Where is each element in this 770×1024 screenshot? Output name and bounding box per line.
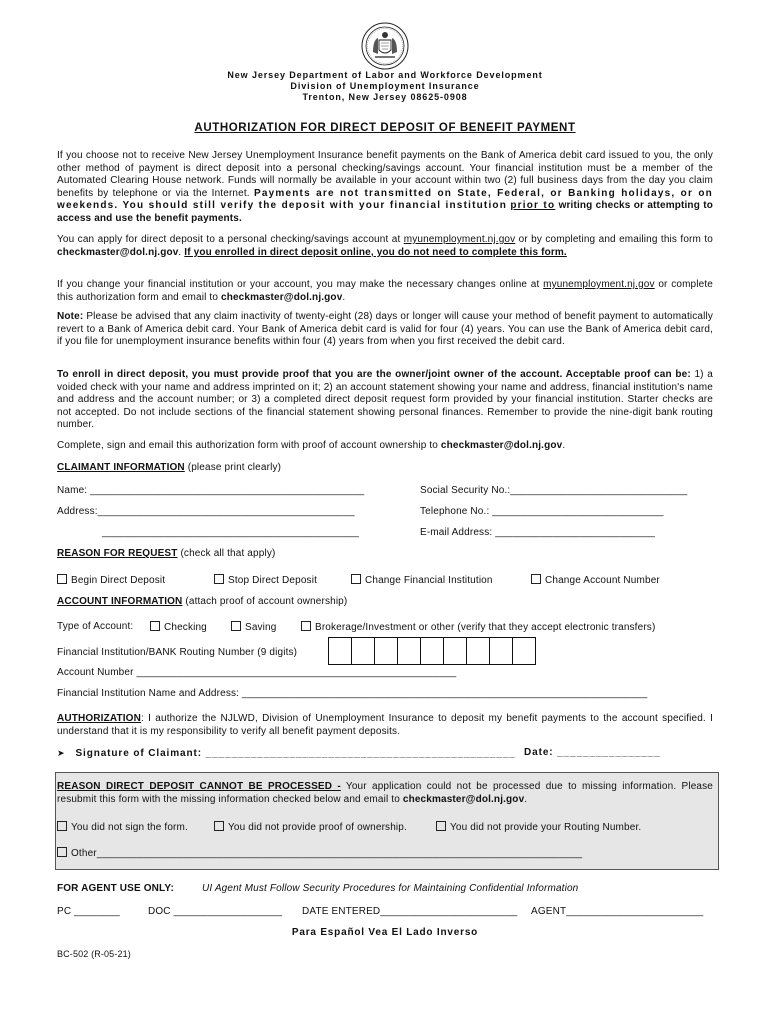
authorization-paragraph: AUTHORIZATION: I authorize the NJLWD, Division of Unemployment Insurance to deposit my benefit payments to the account specified. I understand that it is my responsibility to verify all benefit payment deposits. bbox=[57, 713, 713, 737]
routing-digit-box[interactable] bbox=[329, 638, 352, 664]
apply-paragraph: You can apply for direct deposit to a personal checking/savings account at myunemployment.nj.gov or by completing and emailing this form to checkmaster@dol.nj.gov. If you enrolled in direct deposit online, you do not need to complete this form. bbox=[57, 234, 713, 258]
agency-header bbox=[0, 70, 770, 103]
checkbox-begin-direct-deposit[interactable]: Begin Direct Deposit bbox=[57, 574, 165, 587]
other-field[interactable]: Other_____________________________________________________________________________________ bbox=[71, 848, 583, 859]
checkbox-icon[interactable] bbox=[57, 847, 67, 857]
checkbox-no-proof-of-ownership[interactable]: You did not provide proof of ownership. bbox=[214, 821, 407, 834]
checkbox-icon[interactable] bbox=[214, 574, 224, 584]
complete-paragraph: Complete, sign and email this authorization form with proof of account ownership to checkmaster@dol.nj.gov. bbox=[57, 440, 566, 451]
signature-line[interactable] bbox=[57, 747, 516, 760]
checkbox-no-routing-number[interactable]: You did not provide your Routing Number. bbox=[436, 821, 641, 834]
agent-use-label: FOR AGENT USE ONLY: bbox=[57, 883, 174, 894]
agency-address: Trenton, New Jersey 08625-0908 bbox=[302, 92, 468, 102]
form-number: BC-502 (R-05-21) bbox=[57, 949, 131, 959]
name-field[interactable]: Name: ________________________________________________ bbox=[57, 485, 365, 496]
checkbox-change-account-number[interactable]: Change Account Number bbox=[531, 574, 660, 587]
intro-paragraph: If you choose not to receive New Jersey Unemployment Insurance benefit payments on the Bank of America debit card issued to you, the only other method of payment is direct deposit into a personal checking/savings account. Your financial institution must be a member of the Automated Clearing House network. Funds will normally be available in your account within two (2) full business days from the day you claim benefits by telephone or via the Internet. Payments are not transmitted on State, Federal, or Banking holidays, or on weekends. You should still verify the deposit with your financial institution prior to writing checks or attempting to access and use the benefit payments. bbox=[57, 150, 713, 224]
arrow-bullet-icon: ➤ bbox=[57, 748, 66, 758]
form-title: AUTHORIZATION FOR DIRECT DEPOSIT OF BENEFIT PAYMENT bbox=[194, 122, 576, 134]
reason-section-heading: REASON FOR REQUEST (check all that apply) bbox=[57, 548, 276, 559]
account-type-label: Type of Account: bbox=[57, 621, 134, 632]
routing-digit-box[interactable] bbox=[421, 638, 444, 664]
checkbox-change-financial-institution[interactable]: Change Financial Institution bbox=[351, 574, 493, 587]
checkbox-icon[interactable] bbox=[231, 621, 241, 631]
division-name: Division of Unemployment Insurance bbox=[290, 81, 480, 91]
checkbox-saving[interactable]: Saving bbox=[231, 621, 276, 634]
routing-digit-box[interactable] bbox=[444, 638, 467, 664]
checkbox-icon[interactable] bbox=[436, 821, 446, 831]
checkmaster-email-link-2[interactable]: checkmaster@dol.nj.gov bbox=[220, 291, 343, 303]
checkbox-icon[interactable] bbox=[57, 821, 67, 831]
checkmaster-email-link-3[interactable]: checkmaster@dol.nj.gov bbox=[440, 440, 563, 451]
checkbox-icon[interactable] bbox=[301, 621, 311, 631]
routing-digit-box[interactable] bbox=[352, 638, 375, 664]
myunemployment-link[interactable]: myunemployment.nj.gov bbox=[403, 234, 516, 245]
agent-notice: UI Agent Must Follow Security Procedures for Maintaining Confidential Information bbox=[202, 883, 579, 894]
checkbox-icon[interactable] bbox=[57, 574, 67, 584]
address-line-2-field[interactable]: _____________________________________________ bbox=[102, 527, 360, 538]
signature-field[interactable]: Signature of Claimant: ________________________________________________ bbox=[75, 748, 516, 759]
telephone-field[interactable]: Telephone No.: ______________________________ bbox=[420, 506, 664, 517]
agent-field[interactable]: AGENT________________________ bbox=[531, 906, 704, 917]
spanish-note: Para Español Vea El Lado Inverso bbox=[291, 927, 479, 938]
checkbox-other[interactable] bbox=[57, 847, 582, 860]
checkbox-icon[interactable] bbox=[150, 621, 160, 631]
account-section-heading: ACCOUNT INFORMATION (attach proof of account ownership) bbox=[57, 596, 348, 607]
checkbox-icon[interactable] bbox=[531, 574, 541, 584]
account-number-field[interactable]: Account Number ________________________________________________________ bbox=[57, 667, 457, 678]
note-paragraph: Note: Please be advised that any claim inactivity of twenty-eight (28) days or longer will cause your method of benefit payment to automatically revert to a Bank of America debit card. Your Bank of America debit card is valid for four (4) years. You can use the Bank of America debit card, if you file for unemployment insurance benefits within four (4) years from when you first received the debit card. bbox=[57, 311, 713, 348]
checkmaster-email-link[interactable]: checkmaster@dol.nj.gov bbox=[57, 246, 179, 258]
nj-state-seal-icon bbox=[361, 22, 409, 70]
routing-digit-box[interactable] bbox=[513, 638, 535, 664]
myunemployment-link-2[interactable]: myunemployment.nj.gov bbox=[543, 279, 655, 290]
routing-digit-box[interactable] bbox=[467, 638, 490, 664]
doc-field[interactable]: DOC ___________________ bbox=[148, 906, 283, 917]
claimant-section-heading: CLAIMANT INFORMATION (please print clearly) bbox=[57, 462, 282, 473]
ssn-field[interactable]: Social Security No.:_______________________________ bbox=[420, 485, 688, 496]
checkbox-icon[interactable] bbox=[214, 821, 224, 831]
checkbox-stop-direct-deposit[interactable]: Stop Direct Deposit bbox=[214, 574, 317, 587]
agency-name: New Jersey Department of Labor and Workforce Development bbox=[227, 70, 543, 80]
routing-digit-box[interactable] bbox=[375, 638, 398, 664]
proof-paragraph: To enroll in direct deposit, you must provide proof that you are the owner/joint owner of the account. Acceptable proof can be: 1) a voided check with your name and address imprinted on it; 2) an account statement showing your name and address, financial institution's name and address and the account number; or 3) a completed direct deposit request form provided by your financial institution. Starter checks are not accepted. Do not include sections of the financial statement showing personal finances. Remember to provide the nine-digit bank routing number. bbox=[57, 369, 713, 431]
email-field[interactable]: E-mail Address: ____________________________ bbox=[420, 527, 656, 538]
date-entered-field[interactable]: DATE ENTERED________________________ bbox=[302, 906, 518, 917]
address-field[interactable]: Address:_____________________________________________ bbox=[57, 506, 355, 517]
pc-field[interactable]: PC ________ bbox=[57, 906, 120, 917]
checkmaster-email-link-4[interactable]: checkmaster@dol.nj.gov bbox=[402, 793, 525, 805]
cannot-process-paragraph: REASON DIRECT DEPOSIT CANNOT BE PROCESSED - Your application could not be processed due to missing information. Please resubmit this form with the missing information checked below and email to checkmaster@dol.nj.gov. bbox=[57, 781, 713, 805]
routing-digit-box[interactable] bbox=[398, 638, 421, 664]
checkbox-icon[interactable] bbox=[351, 574, 361, 584]
routing-number-boxes[interactable] bbox=[328, 637, 536, 665]
routing-number-label: Financial Institution/BANK Routing Number (9 digits) bbox=[57, 647, 298, 658]
checkbox-checking[interactable]: Checking bbox=[150, 621, 207, 634]
change-paragraph: If you change your financial institution or your account, you may make the necessary changes online at myunemployment.nj.gov or complete this authorization form and email to checkmaster@dol.nj.gov. bbox=[57, 279, 713, 303]
routing-digit-box[interactable] bbox=[490, 638, 513, 664]
institution-name-address-field[interactable]: Financial Institution Name and Address: _______________________________________________________________________ bbox=[57, 688, 648, 699]
checkbox-brokerage[interactable]: Brokerage/Investment or other (verify that they accept electronic transfers) bbox=[301, 621, 655, 634]
checkbox-did-not-sign[interactable]: You did not sign the form. bbox=[57, 821, 188, 834]
date-field[interactable]: Date: ________________ bbox=[524, 747, 661, 758]
